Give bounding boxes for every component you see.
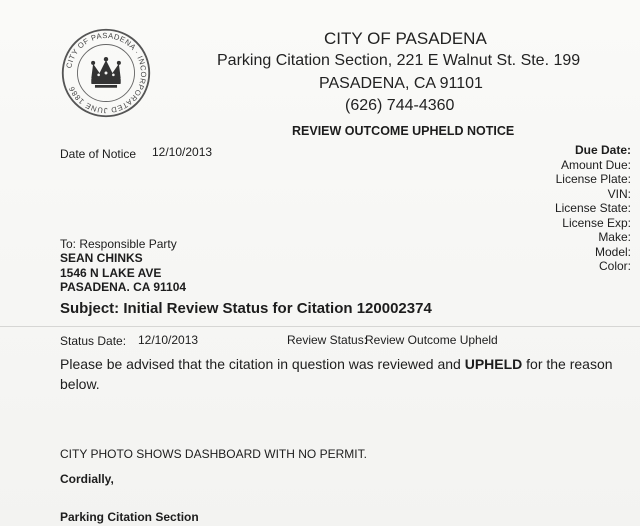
body-line-2: below. [60, 376, 100, 392]
status-date-value: 12/10/2013 [138, 333, 199, 347]
due-date-label: Due Date: [574, 143, 631, 157]
color-label: Color: [598, 259, 631, 273]
body-line-1-start: Please be advised that the citation in question was reviewed and [60, 356, 465, 372]
review-status-label: Review Status: [287, 333, 368, 347]
license-plate-label: License Plate: [555, 172, 631, 186]
body-line-1 [60, 355, 613, 374]
fold-line [0, 326, 640, 327]
model-label: Model: [594, 244, 631, 259]
vin-label: VIN: [607, 186, 631, 201]
signature: Parking Citation Section [60, 510, 199, 524]
seal-text: CITY OF PASADENA · INCORPORATED JUNE 1886 [64, 30, 149, 115]
city-name: CITY OF PASADENA [324, 29, 487, 48]
subject-line: Subject: Initial Review Status for Citation 120002374 [60, 300, 432, 317]
city-state-zip: PASADENA, CA 91101 [319, 75, 483, 92]
recipient-city: PASADENA. CA 91104 [60, 280, 187, 294]
amount-due-label: Amount Due: [560, 157, 631, 172]
notice-title: REVIEW OUTCOME UPHELD NOTICE [292, 124, 515, 138]
date-of-notice-label: Date of Notice [60, 147, 137, 161]
phone-number: (626) 744-4360 [345, 97, 455, 114]
city-seal-icon [60, 27, 152, 119]
to-label: To: Responsible Party [60, 237, 177, 251]
body-line-1-end: for the reason [522, 356, 613, 372]
closing: Cordially, [60, 472, 114, 486]
date-of-notice-value: 12/10/2013 [152, 145, 213, 159]
review-status-value: Review Outcome Upheld [365, 333, 498, 347]
recipient-street: 1546 N LAKE AVE [60, 266, 162, 280]
license-exp-label: License Exp: [562, 215, 631, 230]
license-state-label: License State: [554, 201, 631, 215]
citation-fields [555, 143, 631, 274]
upheld-text: UPHELD [464, 356, 523, 372]
make-label: Make: [598, 230, 631, 244]
recipient-name: SEAN CHINKS [60, 251, 143, 265]
section-address: Parking Citation Section, 221 E Walnut St. Ste. 199 [217, 52, 581, 69]
photo-reason: CITY PHOTO SHOWS DASHBOARD WITH NO PERMIT. [60, 447, 367, 461]
status-date-label: Status Date: [60, 334, 127, 348]
